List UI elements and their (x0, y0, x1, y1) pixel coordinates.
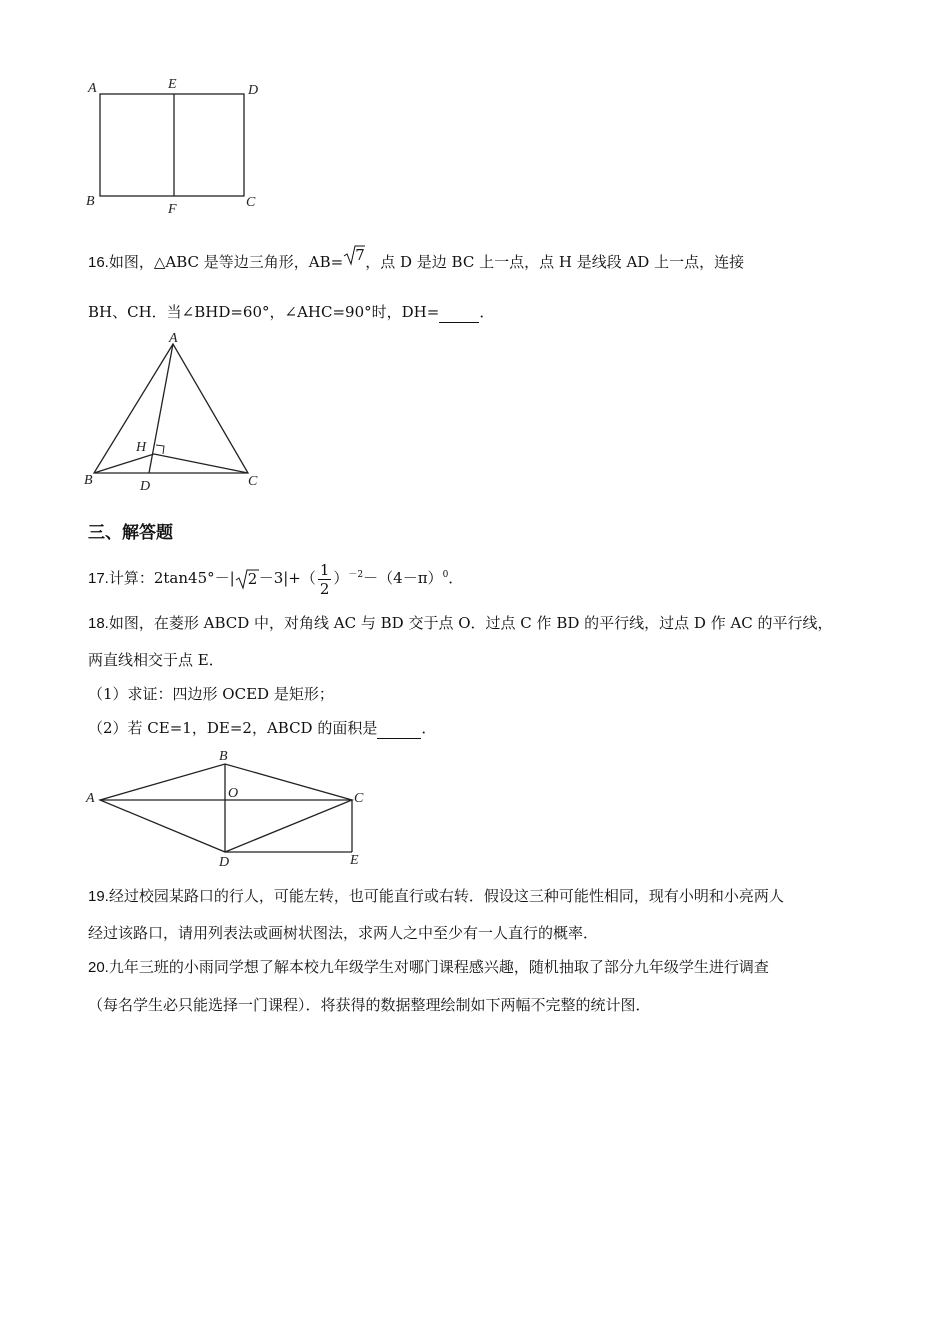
question-number: 16. (88, 254, 109, 271)
exponent: －2 (348, 570, 364, 580)
question-text: （每名学生必只能选择一门课程）．将获得的数据整理绘制如下两幅不完整的统计图． (88, 996, 651, 1014)
point-label-h: H (136, 440, 147, 455)
question-20-line-2 (88, 995, 651, 1015)
question-16-line-1 (88, 246, 745, 274)
question-text: 计算：2tan45°－| (108, 569, 235, 587)
point-label-b: B (86, 194, 95, 209)
answer-blank (439, 302, 479, 323)
figure-triangle-abc (80, 330, 270, 495)
point-label-e: E (168, 77, 177, 92)
question-19-line-1 (88, 886, 784, 907)
question-number: 19. (88, 888, 109, 905)
question-17 (88, 560, 463, 598)
point-label-b: B (84, 473, 93, 488)
section-heading: 三、解答题 (88, 523, 173, 543)
point-label-d: D (140, 479, 151, 494)
sqrt-expression (343, 244, 365, 266)
segment-bh (94, 454, 154, 473)
point-label-a: A (169, 331, 178, 346)
fraction-denominator: 2 (319, 579, 330, 598)
question-text: 如图，△ABC 是等边三角形，AB= (108, 253, 344, 271)
segment-ch (154, 454, 248, 473)
point-label-c: C (246, 195, 256, 210)
question-text: －（4－π） (363, 569, 443, 587)
question-number: 18. (88, 615, 109, 632)
question-19-line-2 (88, 923, 598, 943)
point-label-d: D (248, 83, 259, 98)
point-label-a: A (88, 81, 97, 96)
period: ． (421, 719, 437, 737)
question-number: 17. (88, 570, 109, 587)
question-text: 九年三班的小雨同学想了解本校九年级学生对哪门课程感兴趣，随机抽取了部分九年级学生进行调查 (108, 958, 769, 976)
sqrt-expression (235, 563, 259, 593)
question-text: 如图，在菱形 ABCD 中，对角线 AC 与 BD 交于点 O．过点 C 作 BD 的平行线，过点 D 作 AC 的平行线， (108, 614, 833, 632)
question-text: ，点 D 是边 BC 上一点，点 H 是线段 AD 上一点，连接 (365, 253, 745, 271)
point-label-c: C (354, 791, 364, 806)
question-16-line-2 (88, 302, 494, 323)
figure-rhombus-abcd (80, 740, 380, 870)
rhombus-abcd (100, 764, 352, 852)
question-text: 两直线相交于点 E． (88, 651, 224, 669)
question-text: BH、CH．当∠BHD=60°，∠AHC=90°时，DH= (88, 303, 440, 321)
fraction (318, 561, 332, 598)
point-label-b: B (219, 749, 228, 764)
fraction-numerator: 1 (319, 560, 330, 579)
exponent: 0 (442, 570, 449, 580)
paren-close: ） (333, 569, 349, 587)
figure-rectangle-abcd (80, 72, 270, 222)
question-18-part-2 (88, 718, 436, 739)
question-18-line-1 (88, 613, 833, 634)
question-20-line-1 (88, 957, 769, 978)
answer-blank (377, 718, 421, 739)
sqrt-radicand: 7 (355, 246, 365, 264)
period: ． (448, 569, 464, 587)
triangle-abc (94, 344, 248, 473)
question-18-part-1 (88, 684, 334, 704)
sqrt-radicand: 2 (247, 570, 258, 588)
point-label-f: F (168, 202, 177, 217)
question-18-line-2 (88, 650, 224, 670)
rectangle-abcd (100, 94, 244, 196)
point-label-c: C (248, 474, 258, 489)
question-text: （1）求证：四边形 OCED 是矩形； (88, 685, 334, 703)
point-label-d: D (219, 855, 230, 870)
question-text: （2）若 CE=1，DE=2，ABCD 的面积是 (88, 719, 378, 737)
point-label-o: O (228, 786, 239, 801)
point-label-a: A (86, 791, 95, 806)
question-text: 经过该路口，请用列表法或画树状图法，求两人之中至少有一人直行的概率． (88, 924, 599, 942)
right-angle-mark (156, 445, 164, 454)
question-text: 经过校园某路口的行人，可能左转，也可能直行或右转．假设这三种可能性相同，现有小明和小亮两人 (108, 887, 784, 905)
question-number: 20. (88, 959, 109, 976)
period: ． (479, 303, 495, 321)
point-label-e: E (350, 853, 359, 868)
question-text: －3|+（ (258, 569, 316, 587)
